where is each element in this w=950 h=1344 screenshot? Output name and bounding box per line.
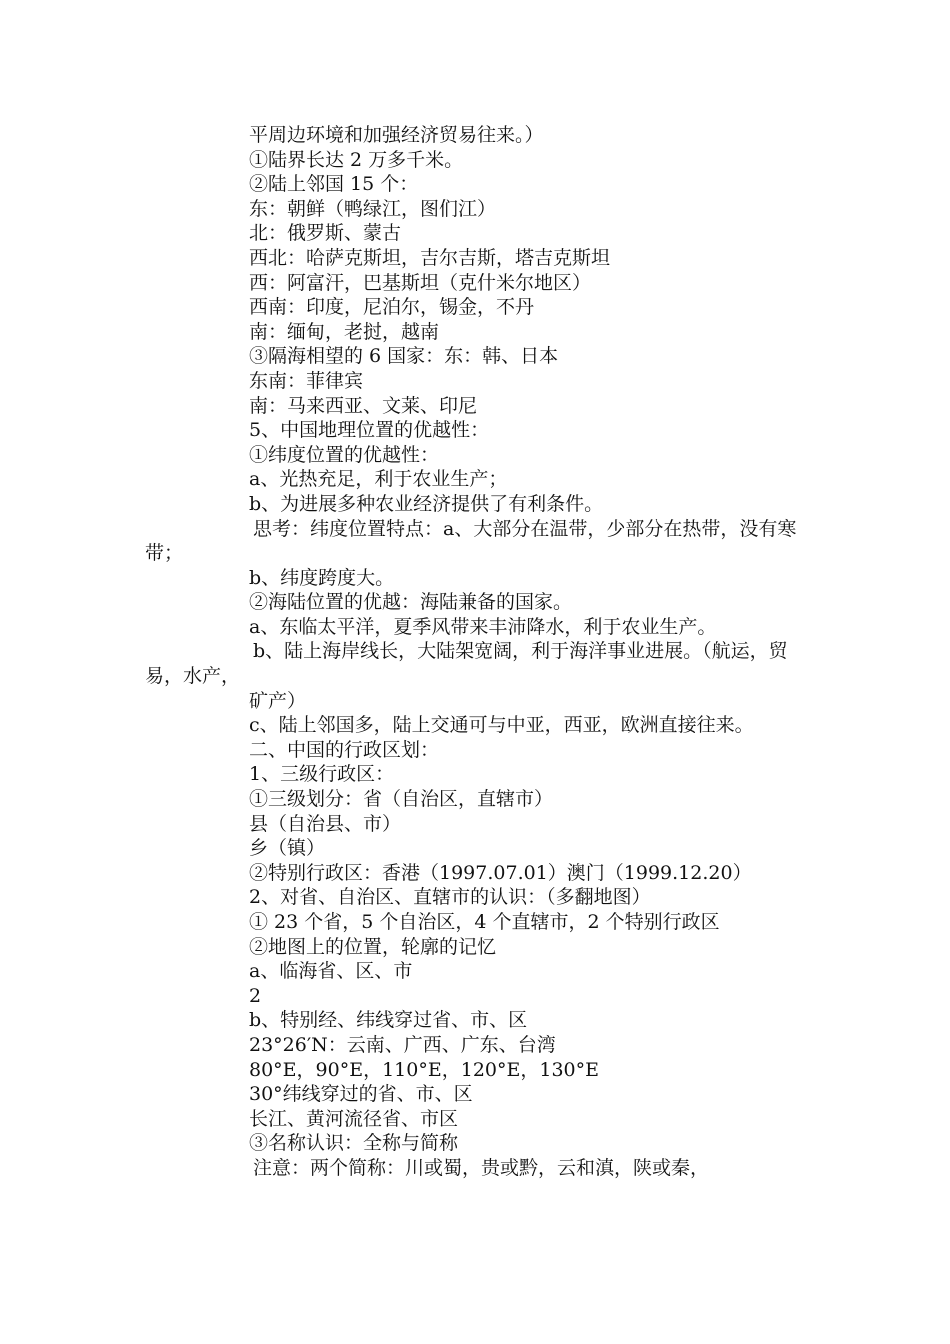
text-line: 北：俄罗斯、蒙古 bbox=[249, 222, 402, 245]
text-line: 矿产） bbox=[249, 689, 307, 712]
text-line: ②陆上邻国 15 个： bbox=[249, 173, 419, 196]
text-line: 南：缅甸，老挝，越南 bbox=[249, 320, 440, 343]
text-line: 长江、黄河流径省、市区 bbox=[249, 1107, 459, 1130]
text-line: a、东临太平洋，夏季风带来丰沛降水，利于农业生产。 bbox=[249, 615, 717, 638]
text-line: 西：阿富汗，巴基斯坦（克什米尔地区） bbox=[249, 271, 592, 294]
text-line: 县（自治县、市） bbox=[249, 812, 402, 835]
document-body bbox=[145, 123, 825, 1181]
text-line: 23°26′N：云南、广西、广东、台湾 bbox=[249, 1033, 556, 1056]
text-line: 东南：菲律宾 bbox=[249, 369, 364, 392]
text-line: 南：马来西亚、文莱、印尼 bbox=[249, 394, 478, 417]
text-paragraph: 思考：纬度位置特点：a、大部分在温带，少部分在热带，没有寒带； bbox=[145, 517, 797, 565]
text-line: 5、中国地理位置的优越性： bbox=[249, 419, 490, 442]
text-line: b、纬度跨度大。 bbox=[249, 566, 395, 589]
text-line: 注意：两个简称：川或蜀，贵或黔，云和滇，陕或秦， bbox=[253, 1156, 710, 1179]
text-line: 2、对省、自治区、直辖市的认识：（多翻地图） bbox=[249, 886, 651, 909]
text-line: 80°E，90°E，110°E，120°E，130°E bbox=[249, 1058, 599, 1081]
text-line: 1、三级行政区： bbox=[249, 763, 395, 786]
text-line: a、光热充足，利于农业生产； bbox=[249, 468, 508, 491]
text-line: ②特别行政区：香港（1997.07.01）澳门（1999.12.20） bbox=[249, 861, 752, 884]
text-paragraph: c、陆上邻国多，陆上交通可与中亚，西亚，欧洲直接往来。 bbox=[249, 714, 754, 737]
text-line: 西南：印度，尼泊尔，锡金，不丹 bbox=[249, 296, 535, 319]
text-line: ①陆界长达 2 万多千米。 bbox=[249, 148, 464, 171]
text-line: ①三级划分：省（自治区，直辖市） bbox=[249, 788, 554, 811]
section-heading: 二、中国的行政区划： bbox=[249, 738, 440, 761]
text-line: ① 23 个省，5 个自治区，4 个直辖市，2 个特别行政区 bbox=[249, 911, 720, 933]
text-line: a、临海省、区、市 bbox=[249, 960, 413, 983]
text-line: 30°纬线穿过的省、市、区 bbox=[249, 1083, 473, 1106]
text-line: ③隔海相望的 6 国家：东：韩、日本 bbox=[249, 345, 559, 368]
text-line: ①纬度位置的优越性： bbox=[249, 443, 440, 466]
text-line: 东：朝鲜（鸭绿江，图们江） bbox=[249, 197, 497, 220]
text-line: b、为进展多种农业经济提供了有利条件。 bbox=[249, 492, 604, 515]
text-line: ②地图上的位置，轮廓的记忆 bbox=[249, 935, 497, 958]
page-number: 2 bbox=[249, 984, 262, 1007]
text-paragraph: b、陆上海岸线长，大陆架宽阔，利于海洋事业进展。（航运，贸易，水产， bbox=[145, 640, 788, 688]
text-line: 平周边环境和加强经济贸易往来。） bbox=[249, 124, 544, 146]
text-line: ③名称认识：全称与简称 bbox=[249, 1132, 459, 1155]
text-line: ②海陆位置的优越：海陆兼备的国家。 bbox=[249, 591, 573, 614]
text-line: b、特别经、纬线穿过省、市、区 bbox=[249, 1009, 528, 1032]
text-line: 乡（镇） bbox=[249, 837, 326, 860]
text-line: 西北：哈萨克斯坦，吉尔吉斯，塔吉克斯坦 bbox=[249, 246, 611, 269]
